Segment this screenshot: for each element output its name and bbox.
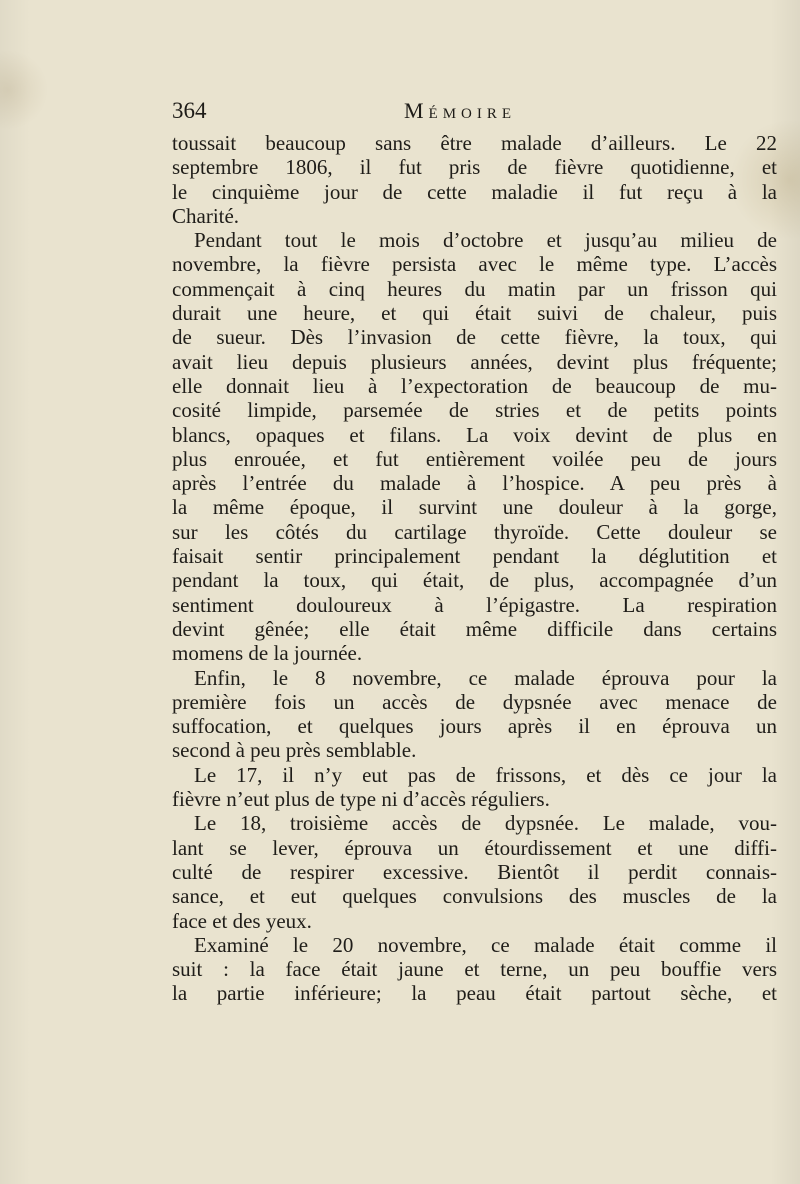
text-line: suit : la face était jaune et terne, un peu bouffie vers	[172, 957, 777, 982]
text-line: sentiment douloureux à l’épigastre. La respiration	[172, 592, 777, 617]
text-line: faisait sentir principalement pendant la déglutition et	[172, 544, 777, 569]
text-line: commençait à cinq heures du matin par un frisson qui	[172, 276, 777, 301]
text-line: la même époque, il survint une douleur à la gorge,	[172, 495, 777, 520]
running-title: Mémoire	[404, 98, 517, 123]
text-line: lant se lever, éprouva un étourdissement et une diffi-	[172, 835, 777, 860]
text-line: Examiné le 20 novembre, ce malade était comme il	[194, 932, 777, 957]
text-line: culté de respirer excessive. Bientôt il perdit connais-	[172, 859, 777, 884]
text-line: la partie inférieure; la peau était partout sèche, et	[172, 981, 777, 1006]
text-line: toussait beaucoup sans être malade d’ailleurs. Le 22	[172, 131, 777, 155]
text-line: blancs, opaques et filans. La voix devint de plus en	[172, 422, 777, 447]
text-line: Le 18, troisième accès de dypsnée. Le malade, vou-	[194, 811, 777, 836]
text-line: fièvre n’eut plus de type ni d’accès réguliers.	[172, 787, 550, 812]
text-line: le cinquième jour de cette maladie il fut reçu à la	[172, 179, 777, 204]
text-line: momens de la journée.	[172, 641, 363, 666]
text-line: Enfin, le 8 novembre, ce malade éprouva pour la	[194, 665, 777, 690]
text-line: de sueur. Dès l’invasion de cette fièvre, la toux, qui	[172, 325, 777, 350]
text-line: après l’entrée du malade à l’hospice. A peu près à	[172, 471, 777, 496]
text-line: première fois un accès de dypsnée avec menace de	[172, 689, 777, 714]
text-line: sance, et eut quelques convulsions des muscles de la	[172, 884, 777, 909]
text-line: novembre, la fièvre persista avec le même type. L’accès	[172, 252, 777, 277]
page-number: 364	[172, 98, 207, 123]
text-line: second à peu près semblable.	[172, 738, 417, 763]
body-text	[172, 131, 777, 1006]
text-line: Pendant tout le mois d’octobre et jusqu’au milieu de	[194, 228, 777, 253]
text-line: suffocation, et quelques jours après il en éprouva un	[172, 714, 777, 739]
text-line: avait lieu depuis plusieurs années, devint plus fréquente;	[172, 349, 777, 374]
text-line: septembre 1806, il fut pris de fièvre quotidienne, et	[172, 155, 777, 180]
text-line: elle donnait lieu à l’expectoration de beaucoup de mu-	[172, 373, 777, 398]
text-line: pendant la toux, qui était, de plus, accompagnée d’un	[172, 568, 777, 593]
text-line: devint gênée; elle était même difficile dans certains	[172, 616, 777, 641]
text-line: plus enrouée, et fut entièrement voilée peu de jours	[172, 446, 777, 471]
text-line: Charité.	[172, 203, 240, 228]
text-line: Le 17, il n’y eut pas de frissons, et dès ce jour la	[194, 762, 777, 787]
text-line: durait une heure, et qui était suivi de chaleur, puis	[172, 301, 777, 326]
text-line: cosité limpide, parsemée de stries et de petits points	[172, 398, 777, 423]
text-line: face et des yeux.	[172, 908, 312, 933]
text-line: sur les côtés du cartilage thyroïde. Cette douleur se	[172, 519, 777, 544]
page-header	[172, 98, 772, 130]
